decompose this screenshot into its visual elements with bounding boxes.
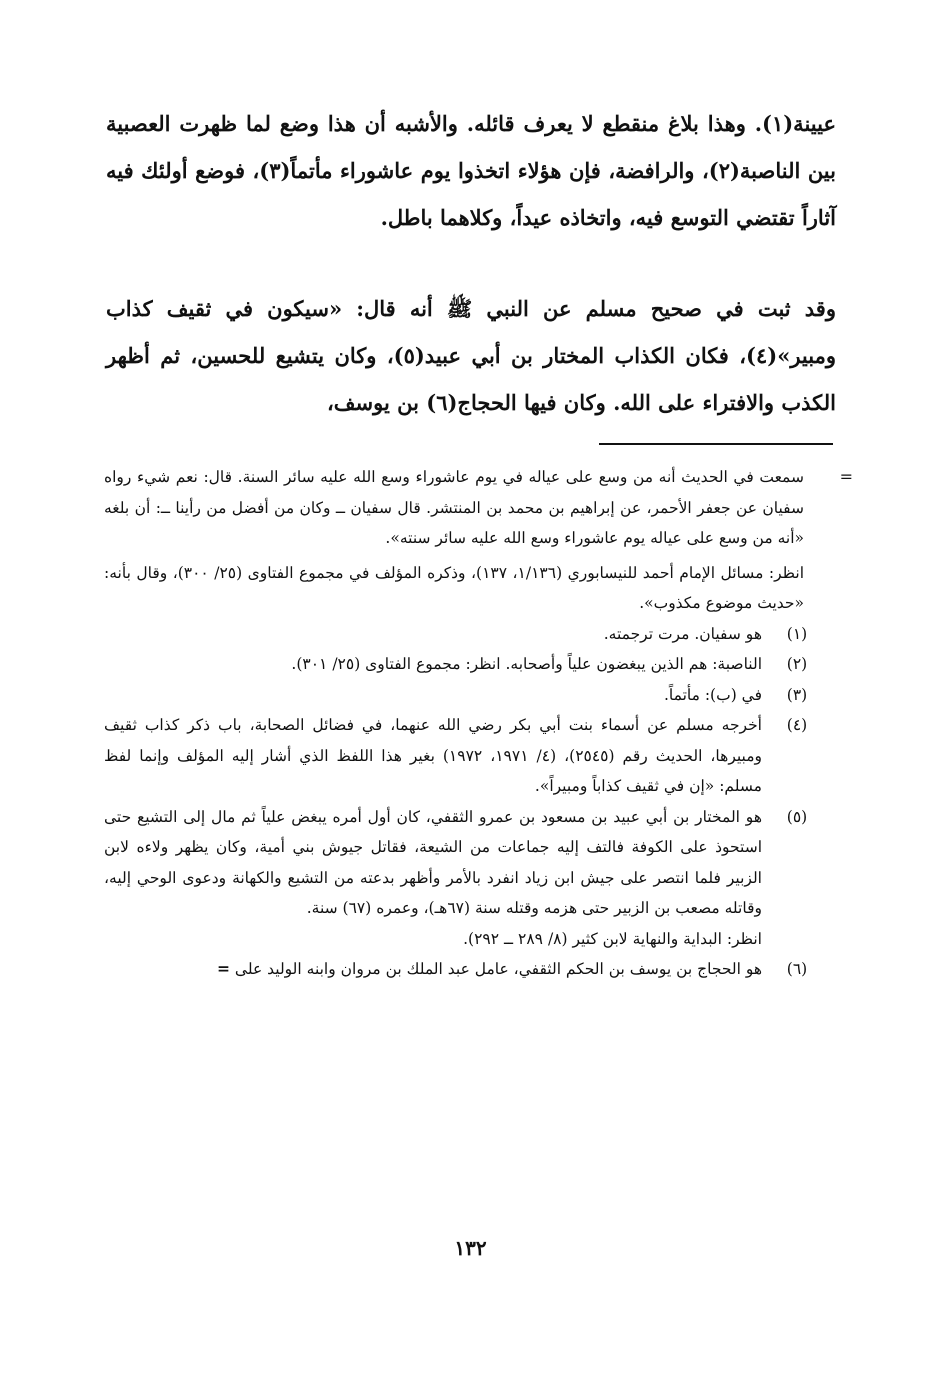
- footnote-number: (٤): [786, 716, 808, 734]
- footnote-text: في (ب): مأتماً.: [663, 685, 762, 704]
- continuation-mark-end: =: [216, 959, 230, 978]
- footnotes: [104, 462, 808, 985]
- footnote-number: (٦): [786, 960, 808, 978]
- main-paragraph-1: عيينة(١). وهذا بلاغ منقطع لا يعرف قائله. والأشبه أن هذا وضع لما ظهرت العصبية بين الناصبة(٢)، والرافضة، فإن هؤلاء اتخذوا يوم عاشوراء مأتماً(٣)، فوضع أولئك فيه آثاراً تقتضي التوسع فيه، واتخاذه عيداً، وكلاهما باطل.: [106, 111, 836, 230]
- main-paragraph-2: وقد ثبت في صحيح مسلم عن النبي ﷺ أنه قال: «سيكون في ثقيف كذاب ومبير»(٤)، فكان الكذاب المختار بن أبي عبيد(٥)، وكان يتشيع للحسين، ثم أظهر الكذب والافتراء على الله. وكان فيها الحجاج(٦) بن يوسف،: [106, 296, 836, 415]
- continuation-mark: =: [839, 467, 853, 486]
- footnote-number: (٣): [786, 685, 808, 704]
- footnote-2: [104, 649, 808, 680]
- footnote-number: (٥): [786, 807, 808, 826]
- footnote-text: هو الحجاج بن يوسف بن الحكم الثقفي، عامل عبد الملك بن مروان وابنه الوليد على: [234, 960, 762, 978]
- footnote-4: [104, 710, 808, 802]
- footnote-1: [104, 619, 808, 650]
- footnote-text: أخرجه مسلم عن أسماء بنت أبي بكر رضي الله عنهما، في فضائل الصحابة، باب ذكر كذاب ثقيف ومبيرها، الحديث رقم (٢٥٤٥)، (٤/ ١٩٧١، ١٩٧٢) بغير هذا اللفظ الذي أشار إليه المؤلف وإنما لفظ مسلم: «إن في ثقيف كذاباً ومبيراً».: [104, 716, 763, 795]
- footnote-text: الناصبة: هم الذين يبغضون علياً وأصحابه. انظر: مجموع الفتاوى (٢٥/ ٣٠١).: [291, 655, 762, 673]
- footnote-6: [104, 954, 808, 985]
- page-number: ١٣٢: [454, 1236, 487, 1260]
- footnote-text: هو المختار بن أبي عبيد بن مسعود بن عمرو الثقفي، كان أول أمره يبغض علياً ثم مال إلى التشيع حتى استحوذ على الكوفة فالتف إليه جماعات من الشيعة، فقاتل جيوش بني أمية، وكان يظهر ولاءه لابن الزبير فلما انتصر على جيش ابن زياد انفرد بالأمر وأظهر بدعته من التشيع والكهانة ودعوى الوحي إليه، وقاتله مصعب بن الزبير حتى هزمه وقتله سنة (٦٧هـ)، وعمره (٦٧) سنة.: [104, 807, 762, 917]
- footnote-divider: [599, 443, 833, 445]
- footnote-continuation-ref: انظر: مسائل الإمام أحمد للنيسابوري (١/١٣٦، ١٣٧)، وذكره المؤلف في مجموع الفتاوى (٢٥/ ٣٠٠)، وقال بأنه: «حديث موضوع مكذوب».: [104, 563, 804, 612]
- footnote-3: [104, 680, 808, 711]
- footnote-number: (٢): [786, 655, 808, 673]
- footnote-number: (١): [786, 624, 808, 643]
- footnote-reference: انظر: البداية والنهاية لابن كثير (٨/ ٢٨٩ ــ ٢٩٢).: [463, 929, 762, 948]
- footnote-continuation: سمعت في الحديث أنه من وسع على عياله في يوم عاشوراء وسع الله عليه سائر السنة. قال: نعم شيء رواه سفيان عن جعفر الأحمر، عن إبراهيم بن محمد بن المنتشر. قال سفيان ــ وكان من أفضل من رأينا ــ: أن بلغه «أنه من وسع على عياله يوم عاشوراء وسع الله عليه سائر سنته».: [104, 468, 804, 547]
- footnote-text: هو سفيان. مرت ترجمته.: [603, 624, 762, 643]
- footnote-5: [104, 802, 808, 955]
- main-text: [106, 100, 836, 426]
